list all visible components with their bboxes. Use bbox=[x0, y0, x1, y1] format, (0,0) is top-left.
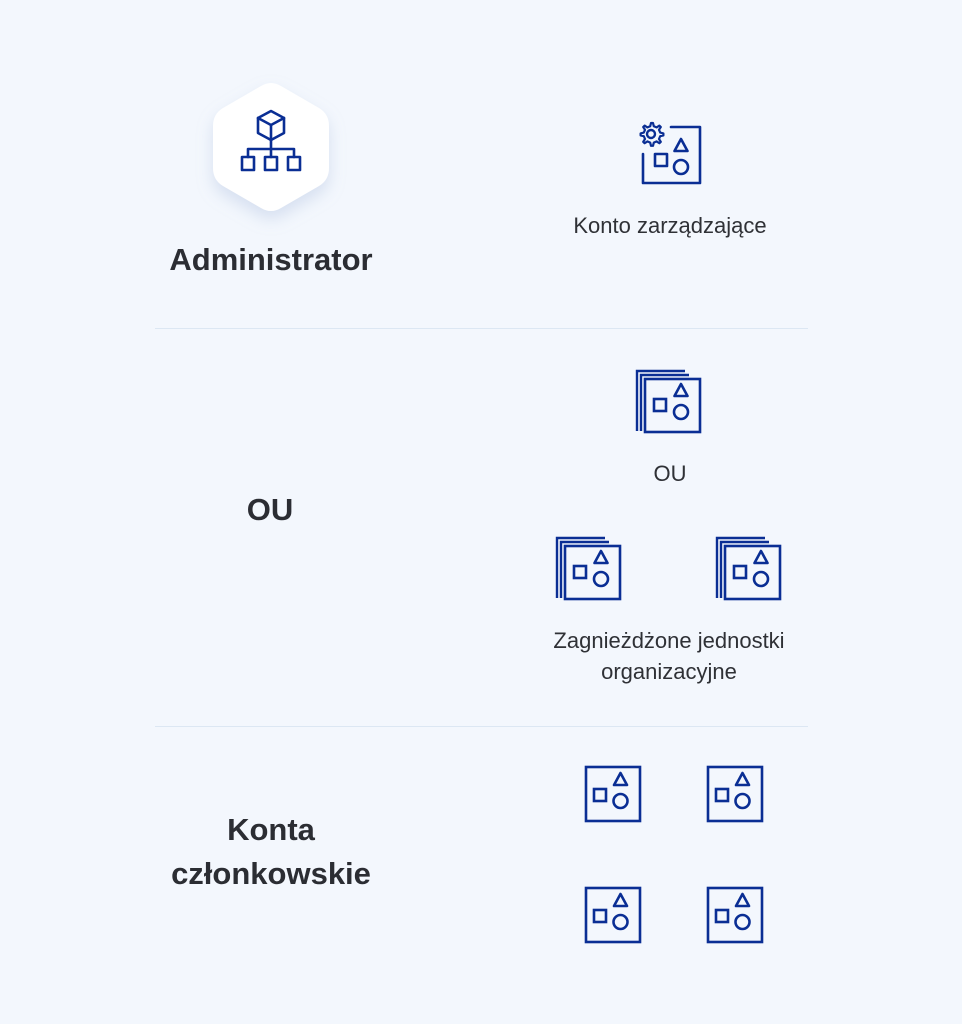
member-accounts-heading-line1: Konta bbox=[227, 812, 315, 847]
member-account-icon bbox=[705, 885, 765, 945]
ou-heading: OU bbox=[246, 492, 294, 527]
member-account-icon bbox=[583, 885, 643, 945]
nested-ou-caption-line1: Zagnieżdżone jednostki bbox=[553, 628, 785, 653]
member-account-icon bbox=[583, 764, 643, 824]
ou-caption: OU bbox=[653, 461, 687, 486]
nested-ou-icon bbox=[555, 536, 623, 602]
nested-ou-caption-line2: organizacyjne bbox=[601, 659, 737, 684]
organization-hierarchy-icon bbox=[239, 108, 303, 174]
administrator-heading: Administrator bbox=[169, 242, 373, 277]
nested-ou-icon bbox=[715, 536, 783, 602]
member-accounts-heading-line2: członkowskie bbox=[171, 856, 371, 891]
management-account-caption: Konto zarządzające bbox=[573, 213, 767, 238]
management-account-icon bbox=[635, 118, 705, 188]
row-divider bbox=[155, 726, 808, 727]
organizational-unit-icon bbox=[635, 369, 703, 435]
row-divider bbox=[155, 328, 808, 329]
member-account-icon bbox=[705, 764, 765, 824]
